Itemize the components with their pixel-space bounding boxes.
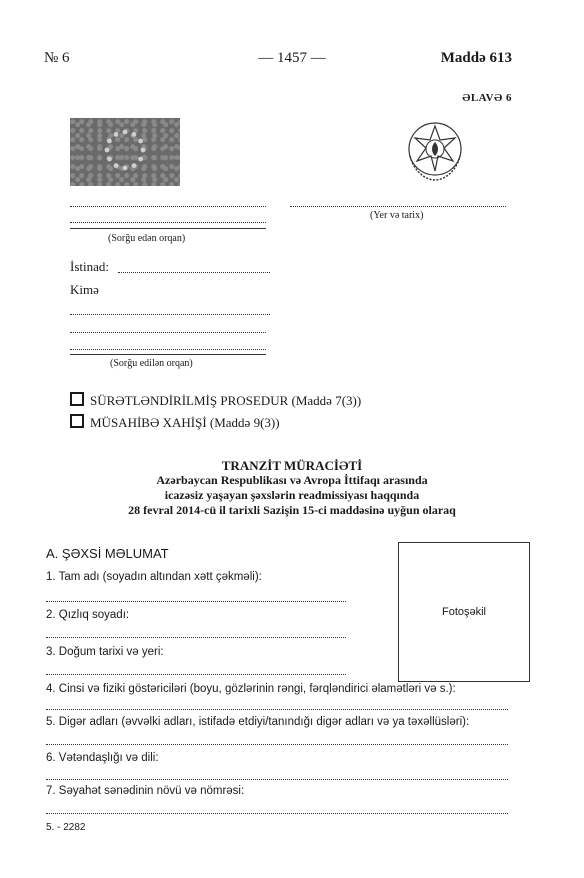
requested-authority-line-2[interactable]	[70, 332, 266, 333]
field-birth-date-place-input[interactable]	[46, 674, 346, 675]
field-physical-description-label: 4. Cinsi və fiziki göstəriciləri (boyu, gözlərinin rəngi, fərqləndirici əlamətləri və s.):	[46, 683, 456, 695]
eu-flag-icon	[70, 118, 180, 186]
form-title-block	[0, 458, 584, 518]
field-maiden-name-input[interactable]	[46, 637, 346, 638]
requested-authority-line-1[interactable]	[70, 314, 270, 315]
place-date-line[interactable]	[290, 206, 506, 207]
requesting-authority-line-1[interactable]	[70, 206, 266, 207]
requested-authority-underline	[70, 354, 266, 355]
article-number: Maddə 613	[440, 50, 512, 66]
section-a-heading: A. ŞƏXSİ MƏLUMAT	[46, 546, 169, 561]
field-travel-document-input[interactable]	[46, 813, 508, 814]
form-subtitle-line-2: icazəsiz yaşayan şəxslərin readmissiyası haqqında	[164, 488, 420, 502]
form-subtitle-line-3: 28 fevral 2014-cü il tarixli Sazişin 15-ci maddəsinə uyğun olaraq	[128, 503, 456, 517]
reference-label: İstinad:	[70, 259, 109, 274]
field-full-name-input[interactable]	[46, 601, 346, 602]
checkbox-label: SÜRƏTLƏNDİRİLMİŞ PROSEDUR (Maddə 7(3))	[90, 393, 362, 408]
checkbox-icon[interactable]	[70, 392, 84, 406]
annex-label: ƏLAVƏ 6	[462, 92, 512, 104]
expedited-procedure-option[interactable]	[70, 392, 361, 409]
print-code-footer: 5. - 2282	[46, 822, 86, 833]
field-maiden-name-label: 2. Qızlıq soyadı:	[46, 609, 130, 621]
photo-box[interactable]	[398, 542, 530, 682]
reference-field[interactable]	[118, 272, 270, 273]
requesting-authority-underline	[70, 228, 266, 229]
form-title: TRANZİT MÜRACİƏTİ	[221, 458, 363, 473]
field-full-name-label: 1. Tam adı (soyadın altından xətt çəkməli):	[46, 571, 262, 583]
field-other-names-label: 5. Digər adları (əvvəlki adları, istifadə etdiyi/tanındığı digər adları və ya təxəllüsləri):	[46, 716, 470, 728]
field-nationality-language-input[interactable]	[46, 779, 508, 780]
checkbox-icon[interactable]	[70, 414, 84, 428]
checkbox-label: MÜSAHİBƏ XAHİŞİ (Maddə 9(3))	[90, 415, 280, 430]
photo-label: Fotoşəkil	[441, 606, 487, 618]
place-date-caption: (Yer və tarix)	[370, 210, 424, 221]
field-other-names-input[interactable]	[46, 744, 508, 745]
requested-authority-caption: (Sorğu edilən orqan)	[110, 358, 193, 369]
page-number: — 1457 —	[258, 50, 326, 66]
requesting-authority-caption: (Sorğu edən orqan)	[108, 233, 186, 244]
azerbaijan-emblem-icon	[400, 116, 470, 186]
requested-authority-line-3[interactable]	[70, 349, 266, 350]
field-physical-description-input[interactable]	[46, 709, 508, 710]
issue-number: № 6	[44, 50, 70, 66]
form-subtitle-line-1: Azərbaycan Respublikası və Avropa İttifaqı arasında	[156, 473, 428, 487]
to-label: Kimə	[70, 282, 99, 297]
field-nationality-language-label: 6. Vətəndaşlığı və dili:	[46, 752, 159, 764]
interview-request-option[interactable]	[70, 414, 280, 431]
field-travel-document-label: 7. Səyahət sənədinin növü və nömrəsi:	[46, 785, 245, 797]
field-birth-date-place-label: 3. Doğum tarixi və yeri:	[46, 646, 164, 658]
requesting-authority-line-2[interactable]	[70, 222, 266, 223]
